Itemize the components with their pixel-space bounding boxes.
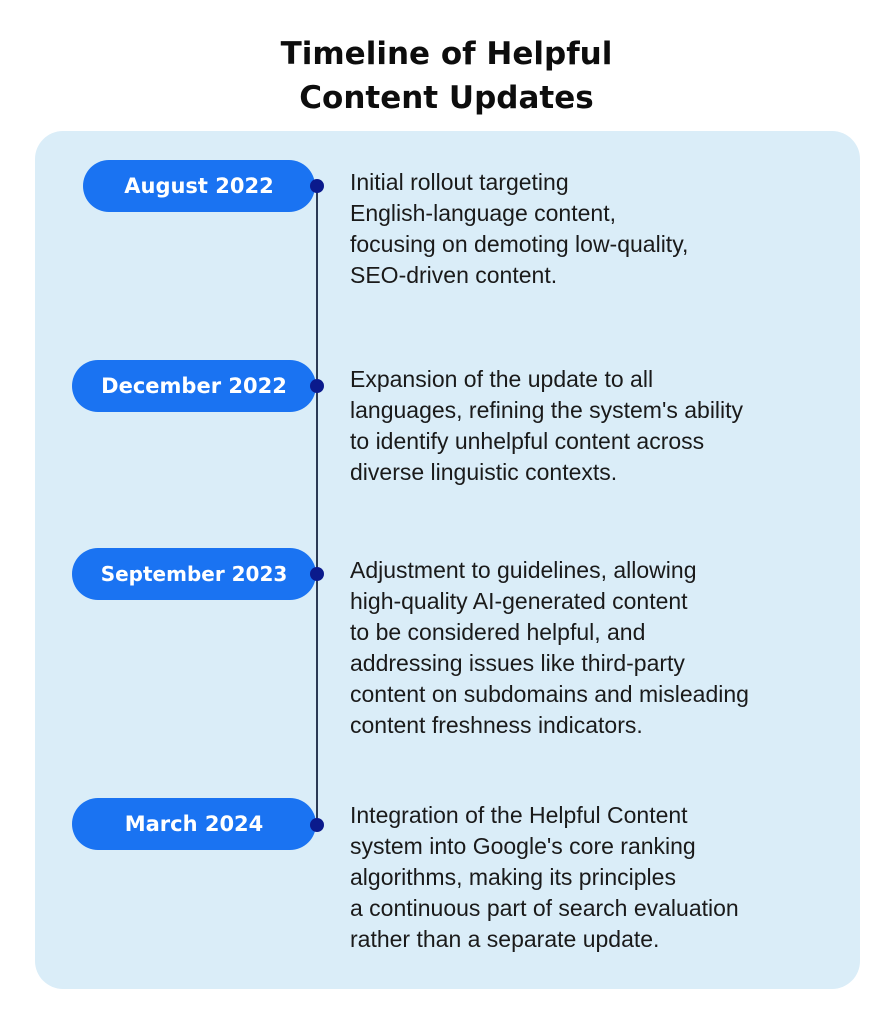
page-title: Timeline of Helpful Content Updates [280,36,613,116]
event-description: Integration of the Helpful Content system into Google's core ranking algorithms, making its principles a continuous part of search evaluation rather than a separate update. [350,802,739,952]
event-description: Initial rollout targeting English-language content, focusing on demoting low-quality, SEO-driven content. [350,169,689,288]
timeline-line [316,186,318,826]
event-description: Adjustment to guidelines, allowing high-quality AI-generated content to be considered helpful, and addressing issues like third-party content on subdomains and misleading content freshness indicators. [350,557,749,738]
date-pill-august-2022: August 2022 [83,160,315,212]
timeline-dot [310,818,324,832]
event-description: Expansion of the update to all languages, refining the system's ability to identify unhelpful content across diverse linguistic contexts. [350,366,744,485]
date-pill-march-2024: March 2024 [72,798,316,850]
date-pill-december-2022: December 2022 [72,360,316,412]
timeline-dot [310,379,324,393]
timeline-dot [310,179,324,193]
date-pill-september-2023: September 2023 [72,548,316,600]
timeline-dot [310,567,324,581]
